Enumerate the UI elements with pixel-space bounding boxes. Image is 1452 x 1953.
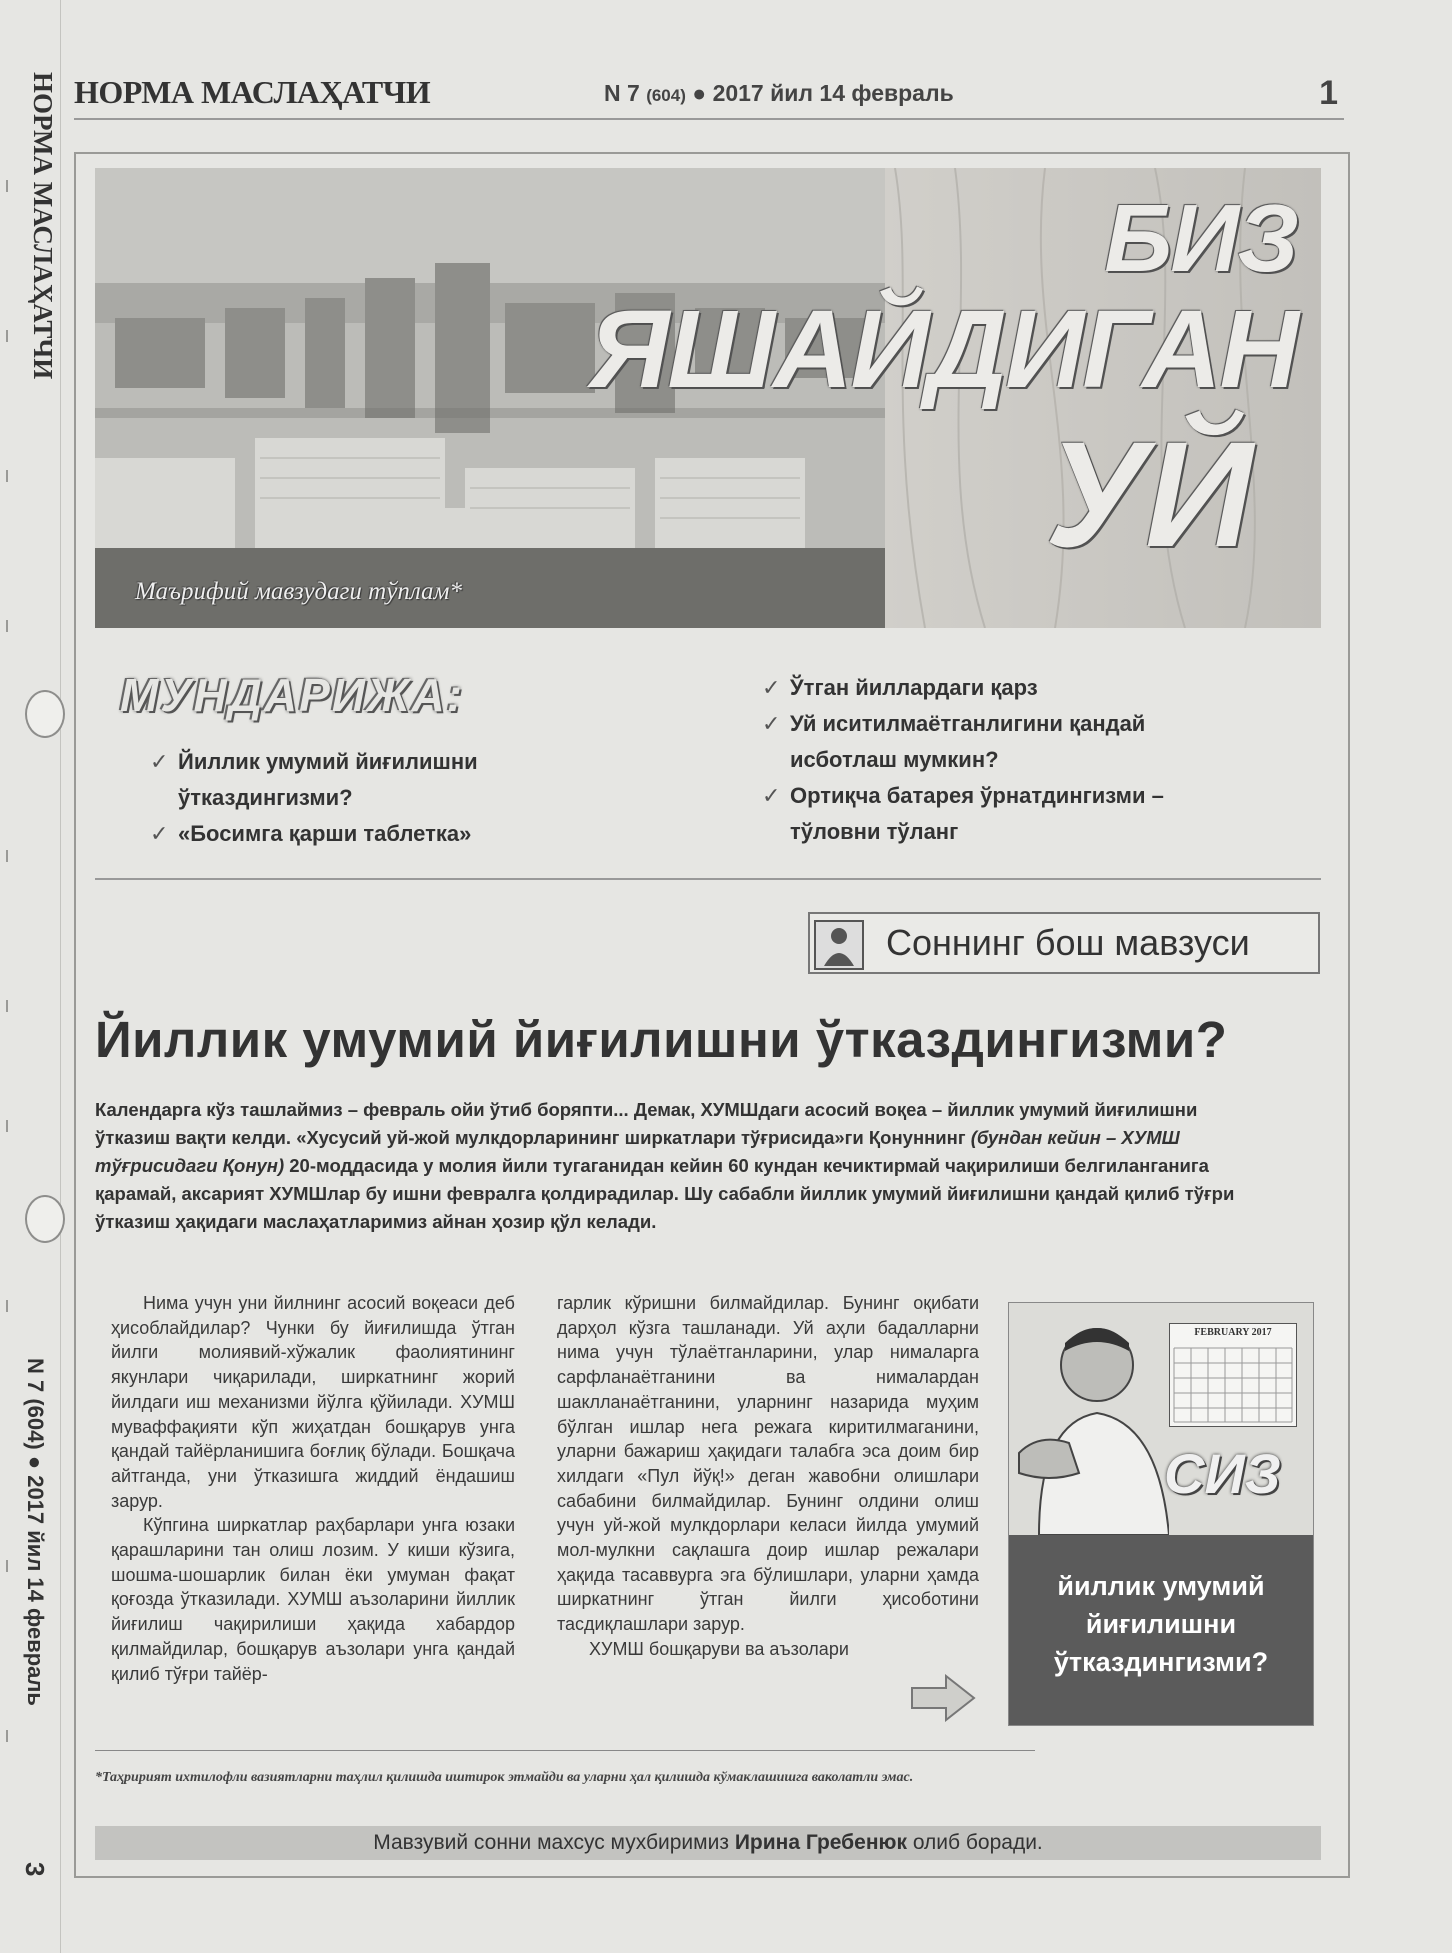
spine-issue: N 7 (604) ● 2017 йил 14 февраль [23,1358,48,1706]
spine-mark [6,470,8,482]
cover-banner [95,168,1321,628]
banner-caption: Маърифий мавзудаги тўплам* [135,578,462,605]
rubric-box [808,912,1320,974]
spine-mark [6,1560,8,1572]
toc-item: ✓ Ўтган йиллардаги қарз [762,670,1232,706]
lead-text: Календарга кўз ташлаймиз – февраль ойи ўтиб боряпти... Демак, ХУМШдаги асосий воқеа – йиллик умумий йиғилишни ўтказиш вақти келди. «Хусусий уй-жой мулкдорларининг ширкатлари тўғрисида»ги Қонуннинг [95,1099,1198,1148]
section-divider [95,878,1321,880]
paragraph: Нима учун уни йилнинг асосий воқеаси деб ҳисоблайдилар? Чунки бу йиғилишда ўтган йилги молиявий-хўжалик фаолиятининг якунлари чиқарилади, ширкатнинг жорий йилдаги иш механизми йўлга қўйилади. ХУМШ муваффақияти кўп жиҳатдан бошқарув унга қандай тайёрланишига боғлиқ бўлади. Бошқача айтганда, уни ўтказишга жиддий ёндашиш зарур. [111,1293,515,1511]
page-number: 1 [1319,74,1338,112]
banner-title-line2: ЯШАЙДИГАН [589,288,1297,411]
spine-mark [6,620,8,632]
article-column-2 [557,1291,979,1662]
article-column-1 [111,1291,515,1686]
spine-page: 3 [20,1862,50,1877]
toc-item: ✓ Ортиқча батарея ўрнатдингизми – тўловни тўланг [762,778,1232,850]
spine-brand: НОРМА МАСЛАҲАТЧИ [28,72,58,380]
footnote-divider [95,1750,1035,1751]
article-headline: Йиллик умумий йиғилишни ўтказдингизми? [95,1011,1228,1068]
spine-mark [6,1000,8,1012]
spine-mark [6,1300,8,1312]
promo-question: йиллик умумий йиғилишни ўтказдингизми? [1053,1571,1269,1677]
spine-mark [6,850,8,862]
toc-heading: МУНДАРИЖА: [120,669,465,721]
calendar-grid [1170,1344,1296,1424]
article-lead [95,1096,1265,1236]
arrow-right-icon [910,1674,976,1722]
footnote: *Таҳририят ихтилофли вазиятларни таҳлил қилишда иштирок этмайди ва уларни ҳал қилишда кўмаклашишга ваколатли эмас. [95,1770,914,1785]
toc-item: ✓ Йиллик умумий йиғилишни ўтказдингизми? [150,744,550,816]
promo-you: СИЗ [1164,1442,1281,1505]
toc-right-list [762,670,1232,850]
spine-mark [6,1120,8,1132]
calendar-title: FEBRUARY 2017 [1194,1327,1272,1338]
binding-spine [0,0,61,1953]
issue-info [604,80,954,107]
footer-bar [95,1826,1321,1860]
toc-left-list [150,744,550,852]
pointing-man-illustration [1009,1303,1169,1535]
promo-box [1008,1302,1314,1726]
bullet-icon: ● [692,80,707,106]
footer-author: Ирина Гребенюк [734,1831,907,1854]
paragraph: гарлик кўришни билмайдилар. Бунинг оқибати дарҳол кўзга ташланади. Уй аҳли бадалларни нима учун тўлаётганларини, улар нималарга сарфланаётганини ва нималардан шаклланаётганини, уларнинг назарида муҳим бўлган ишлар нега режага киритилмаганини, уларни бажариш ҳақидаги талабга эса доим бир хилдаги «Пул йўқ!» деган жавобни олишлари сабабини билмайдилар. Бунинг олдини олиш учун уй-жой мулкдорлари келаси йилда умумий мол-мулкни сақлашга доир ишлар режалари ҳақида тасаввурга эга бўлишлари, уларни ҳамда ширкатнинг ўтган йилги ҳисоботини тасдиқлашлари зарур. [557,1293,979,1635]
banner-title-line1: БИЗ [1104,185,1297,292]
issue-number: N 7 [604,80,640,106]
page-header [74,70,1344,120]
spine-mark [6,1730,8,1742]
toc-item: ✓ «Босимга қарши таблетка» [150,816,550,852]
paragraph: ХУМШ бошқаруви ва аъзолари [589,1638,849,1659]
issue-date: 2017 йил 14 февраль [712,80,954,106]
footer-text: Мавзувий сонни махсус мухбиримиз [373,1831,729,1854]
calendar-icon [1169,1323,1297,1427]
lead-italic: (бундан кейин – ХУМШ тўғрисидаги Қонун) [95,1127,1180,1176]
footer-suffix: олиб боради. [912,1831,1043,1854]
person-icon [814,920,864,970]
spine-mark [6,330,8,342]
issue-total: (604) [646,86,686,105]
banner-title-line3: УЙ [1045,410,1251,578]
punch-hole [25,690,65,738]
toc-item: ✓ Уй иситилмаётганлигини қандай исботлаш мумкин? [762,706,1232,778]
spine-mark [6,180,8,192]
punch-hole [25,1195,65,1243]
lead-text: 20-моддасида у молия йили тугаганидан кейин 60 кундан кечиктирмай чақирилиши белгиланганига қарамай, аксарият ХУМШлар бу ишни февралга қолдирадилар. Шу сабабли йиллик умумий йиғилишни қандай қилиб тўғри ўтказиш ҳақидаги маслаҳатларимиз айнан ҳозир қўл келади. [95,1155,1235,1232]
rubric-title: Сoннинг бош мавзуси [886,922,1250,963]
publication-title: НОРМА МАСЛАҲАТЧИ [74,74,431,110]
paragraph: Кўпгина ширкатлар раҳбарлари унга юзаки қарашларини тан олиш лозим. У киши кўзига, шошма-шошарлик билан ёки умуман фақат қоғозда ўтказилади. ХУМШ аъзоларини йиллик йиғилиш чақирилиши ҳақида хабардор қилмайдилар, бошқарув аъзолари унга қандай қилиб тўғри тайёр- [111,1515,515,1684]
person-icon-graphic [816,922,862,968]
